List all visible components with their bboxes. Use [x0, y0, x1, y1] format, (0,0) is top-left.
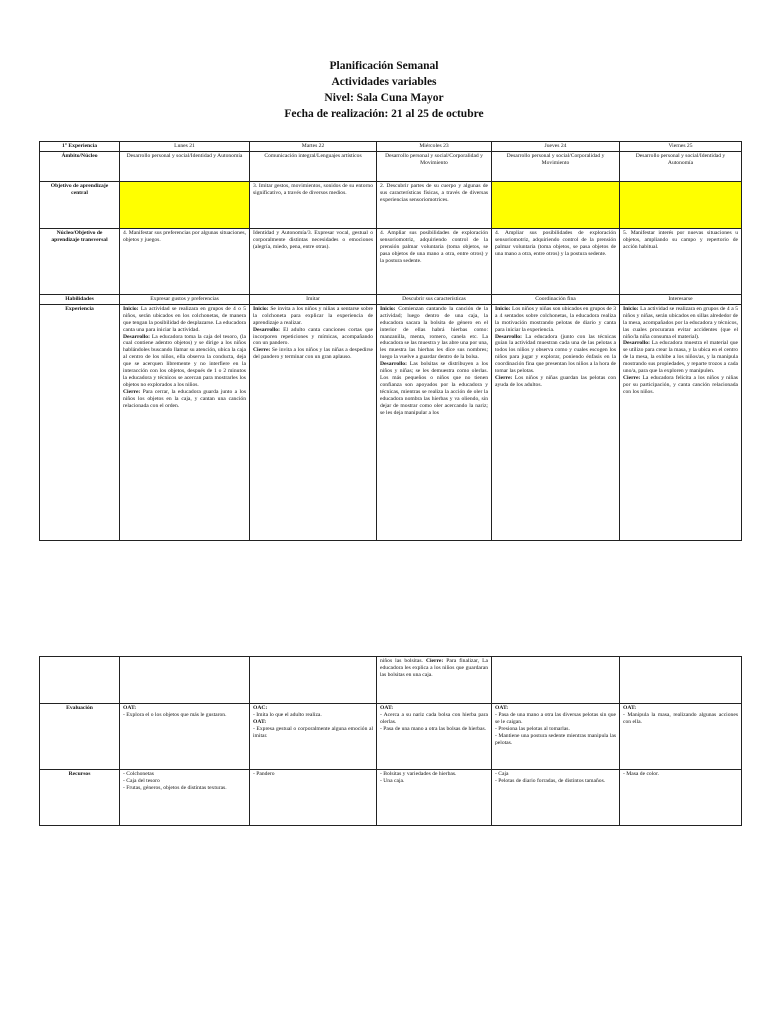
habilidad-cell: Interesarse	[620, 295, 742, 305]
transversal-cell: Identidad y Autonomía/3. Expresar vocal, gestual o corporalmente distintas necesidades o emociones (alegría, miedo, pena, entre otras).	[250, 229, 377, 295]
desarrollo-text: La educadora toma la caja del tesoro, (la cual contiene adentro objetos) y se dirige a los niños hablándoles buscando llamar su atención, ubica la caja al centro de los niños, ella observa la conducta, deja que se acerquen libremente y no interfiere en la interacción con los objetos, después de 1 o 2 minutos la educadora y técnicos se acercan para mostrarles los objetos no explorados a los niños.	[123, 333, 246, 388]
recurso-item: - Bolsitas y variedades de hierbas.	[380, 771, 457, 777]
inicio-text: Comienzan cantando la canción de la actividad; luego dentro de una caja, la educadora sacara la bolsita de género en el interior de ellas habrá hierbas como: manzanilla, menta, romero, canela etc. La educadora se las muestra y las abre una por una, les muestra las hierbas les dice sus nombres; luego la vuelve a guardar dentro de la bolsa.	[380, 305, 488, 361]
transversal-row	[40, 229, 742, 295]
planning-table-1	[39, 141, 742, 541]
desarrollo-text: El adulto canta canciones cortas que incorporen repeticiones y mímicas, acompañando con un pandero.	[253, 326, 373, 347]
inicio-label: Inicio:	[123, 305, 139, 312]
objetivo-central-cell: 2. Descubrir partes de su cuerpo y algunas de sus características físicas, a través de diversas experiencias sensoriomotrices.	[377, 182, 492, 229]
cierre-label: Cierre:	[425, 658, 444, 664]
ambito-cell: Comunicación integral/Lenguajes artísticos	[250, 152, 377, 182]
objetivo-central-cell: 3. Imitar gestos, movimientos, sonidos de su entorno significativo, a través de diversos medios.	[250, 182, 377, 229]
recurso-item: - Pelotas de diario forradas, de distintos tamaños.	[495, 777, 606, 784]
continuation-row	[40, 657, 742, 704]
recursos-cell	[120, 770, 250, 826]
header-cell-viernes: Viernes 25	[620, 142, 742, 152]
recursos-cell	[377, 770, 492, 826]
cierre-label: Cierre:	[123, 388, 141, 395]
evaluacion-cell	[250, 704, 377, 770]
recursos-cell	[250, 770, 377, 826]
habilidad-cell: Coordinación fina	[492, 295, 620, 305]
empty-cell	[250, 657, 377, 704]
recursos-cell	[620, 770, 742, 826]
ambito-cell: Desarrollo personal y social/Corporalidad y Movimiento	[492, 152, 620, 182]
recurso-item: - Caja	[495, 771, 509, 777]
transversal-cell: 4. Ampliar sus posibilidades de exploración sensoriomotriz, adquiriendo control de la prensión palmar voluntaria (toma objetos, se pasa objetos de una mano a otra, entre otros) y la postura sedente.	[492, 229, 620, 295]
oat-label: OAT:	[253, 718, 267, 725]
objetivo-central-label: Objetivo de aprendizaje central	[40, 182, 120, 229]
inicio-label: Inicio:	[623, 305, 639, 312]
ambito-cell: Desarrollo personal y social/Identidad y Autonomía	[620, 152, 742, 182]
habilidad-cell: Imitar	[250, 295, 377, 305]
inicio-label: Inicio:	[495, 305, 511, 312]
transversal-cell: 4. Ampliar sus posibilidades de exploración sensoriomotriz, adquiriendo control de la prensión palmar voluntaria (toma objetos, se pasa objetos de una mano a otra, entre otros) y la postura sedente.	[377, 229, 492, 295]
header-cell-jueves: Jueves 24	[492, 142, 620, 152]
recurso-item: - Colchonetas	[123, 771, 154, 777]
desarrollo-text: La educadora muestra el material que se utilizo para crear la masa, y la ubica en el centro de la mesa, la exhibe a los niños/as, y la manipula mostrando sus propiedades, y reparte trozos a cada uno/a, para que la exploren y manipulen.	[623, 340, 738, 375]
experiencia-cell-miercoles	[377, 304, 492, 540]
oat-label: OAT:	[123, 705, 137, 711]
inicio-text: La actividad se realizara en grupos de 4 o 5 niños, serán ubicados en los colchonetas, de manera que tengan la posibilidad de desplazarse. La educadora canta una para iniciar la actividad.	[123, 305, 247, 333]
cierre-label: Cierre:	[253, 347, 271, 354]
inicio-text: Se invita a los niños y niñas a sentarse sobre la colchoneta para explicar la experiencia de aprendizaje a realizar.	[253, 305, 373, 326]
inicio-text: La actividad se realizara en grupos de 4 a 5 niños y niñas, serán ubicados en sillas alrededor de la mesa, acompañados por la educadora y técnicos, las cuales procuraran evitar accidentes (que el niño/la niña consuma el material).	[623, 305, 738, 340]
recursos-label: Recursos	[40, 770, 120, 826]
habilidades-label: Habilidades	[40, 295, 120, 305]
desarrollo-text: Las bolsitas se distribuyen a los niños y niñas; se les demuestra como olerlas. Los más pequeños o niños que no tienen confianza son apoyados por la educadora y técnicas, mientras se realiza la acción de oler la educadora nombra las hierbas y va oliendo, sin dejar de mostrar como oler acercando la nariz; se les deja manipular a los	[380, 361, 488, 416]
empty-cell	[492, 657, 620, 704]
cierre-text: Los niños y niñas guardan las pelotas con ayuda de los adultos.	[495, 374, 616, 388]
evaluacion-line: - Mantiene una postura sedente mientras manipula las pelotas.	[495, 732, 616, 746]
inicio-text: Los niños y niñas son ubicados en grupos de 3 a 4 sentados sobre colchonetas, la educadora realiza la motivación mostrando pelotas de diario y canta para iniciar la experiencia.	[495, 305, 616, 333]
header-cell-lunes: Lunes 21	[120, 142, 250, 152]
recursos-cell	[492, 770, 620, 826]
objetivo-central-cell	[120, 182, 250, 229]
experiencia-cell-viernes	[620, 304, 742, 540]
ambito-label: Ámbito/Núcleo	[40, 152, 120, 182]
experiencia-row	[40, 304, 742, 540]
oat-label: OAT:	[380, 705, 394, 711]
document-title-block	[0, 58, 768, 122]
days-header-row	[40, 142, 742, 152]
habilidad-cell: Expresar gustos y preferencias	[120, 295, 250, 305]
recurso-item: - Pandero	[253, 771, 275, 777]
cierre-text: Se invita a los niños y las niñas a despedirse del pandero y terminar con un gran aplauso.	[253, 347, 373, 361]
cierre-text: Para finalizar, La educadora les explica a los niños que guardaran las bolsitas en una caja.	[380, 658, 488, 678]
desarrollo-label: Desarrollo:	[623, 340, 650, 347]
header-cell-martes: Martes 22	[250, 142, 377, 152]
desarrollo-label: Desarrollo:	[253, 326, 280, 333]
ambito-row	[40, 152, 742, 182]
evaluacion-line: - Imita lo que el adulto realiza.	[253, 711, 322, 718]
habilidades-row	[40, 295, 742, 305]
continuation-cell-miercoles	[377, 657, 492, 704]
oat-label: OAT:	[495, 705, 509, 711]
evaluacion-line: - Manipula la masa, realizando algunas acciones con ella.	[623, 711, 738, 725]
cierre-text: Para cerrar, la educadora guarda junto a los niños los objetos en la caja, y cantan una canción relacionada con el orden.	[123, 388, 246, 409]
evaluacion-line: - Expresa gestual o corporalmente alguna emoción al imitar.	[253, 725, 373, 739]
evaluacion-line: - Pasa de una mano a otra las bolsas de hierbas.	[380, 725, 487, 732]
habilidad-cell: Descubrir sus características	[377, 295, 492, 305]
header-cell-experiencia: 1° Experiencia	[40, 142, 120, 152]
cierre-label: Cierre:	[623, 374, 641, 381]
evaluacion-row	[40, 704, 742, 770]
recurso-item: - Masa de color.	[623, 771, 660, 777]
evaluacion-label: Evaluación	[40, 704, 120, 770]
transversal-label: Núcleo/Objetivo de aprendizaje transversal	[40, 229, 120, 295]
evaluacion-line: - Presiona las pelotas al tomarlas.	[495, 725, 570, 732]
cierre-text: La educadora felicita a los niños y niñas por su participación, y canta canción relacionada con los niños.	[623, 374, 738, 395]
experiencia-cell-jueves	[492, 304, 620, 540]
evaluacion-cell	[377, 704, 492, 770]
title-line-1: Planificación Semanal	[329, 60, 439, 72]
oat-label: OAT:	[623, 705, 637, 711]
experiencia-cell-martes	[250, 304, 377, 540]
evaluacion-cell	[620, 704, 742, 770]
objetivo-central-cell	[492, 182, 620, 229]
experiencia-label: Experiencia	[40, 304, 120, 540]
evaluacion-line: - Explora el o los objetos que más le gustaron.	[123, 711, 227, 718]
empty-cell	[40, 657, 120, 704]
experiencia-cell-lunes	[120, 304, 250, 540]
ambito-cell: Desarrollo personal y social/Identidad y Autonomía	[120, 152, 250, 182]
evaluacion-cell	[492, 704, 620, 770]
title-line-2: Actividades variables	[331, 76, 437, 88]
desarrollo-label: Desarrollo:	[380, 361, 407, 368]
title-line-3: Nivel: Sala Cuna Mayor	[324, 92, 444, 104]
ambito-cell: Desarrollo personal y social/Corporalidad y Movimiento	[377, 152, 492, 182]
evaluacion-cell	[120, 704, 250, 770]
desarrollo-text: La educadora (junto con las técnicas guían la actividad muestran cada una de las pelotas a todos los niños y observa como y cuales escogen los niños para jugar y explorar, poniendo énfasis en la coordinación fina que presentan los niños a la hora de tomar las pelotas.	[495, 333, 616, 375]
planning-table-2	[39, 656, 742, 826]
desarrollo-label: Desarrollo:	[495, 333, 522, 340]
recurso-item: - Una caja.	[380, 777, 405, 784]
continuation-text: niños las bolsitas.	[380, 658, 426, 664]
oac-label: OAC:	[253, 705, 268, 711]
objetivo-central-row	[40, 182, 742, 229]
title-line-4: Fecha de realización: 21 al 25 de octubre	[284, 108, 484, 120]
empty-cell	[120, 657, 250, 704]
transversal-cell: 5. Manifestar interés por nuevas situaciones u objetos, ampliando su campo y repertorio de acción habitual.	[620, 229, 742, 295]
evaluacion-line: - Pasa de una mano a otra las diversas pelotas sin que se le caigan.	[495, 711, 616, 725]
empty-cell	[620, 657, 742, 704]
transversal-cell: 4. Manifestar sus preferencias por algunas situaciones, objetos y juegos.	[120, 229, 250, 295]
cierre-label: Cierre:	[495, 374, 513, 381]
inicio-label: Inicio:	[253, 305, 269, 312]
desarrollo-label: Desarrollo:	[123, 333, 150, 340]
evaluacion-line: - Acerca a su nariz cada bolsa con hierba para olerlas.	[380, 711, 488, 725]
recursos-row	[40, 770, 742, 826]
header-cell-miercoles: Miércoles 23	[377, 142, 492, 152]
recurso-item: - Frutas, géneros, objetos de distintas texturas.	[123, 784, 227, 791]
inicio-label: Inicio:	[380, 305, 396, 312]
objetivo-central-cell	[620, 182, 742, 229]
recurso-item: - Caja del tesoro	[123, 777, 160, 784]
